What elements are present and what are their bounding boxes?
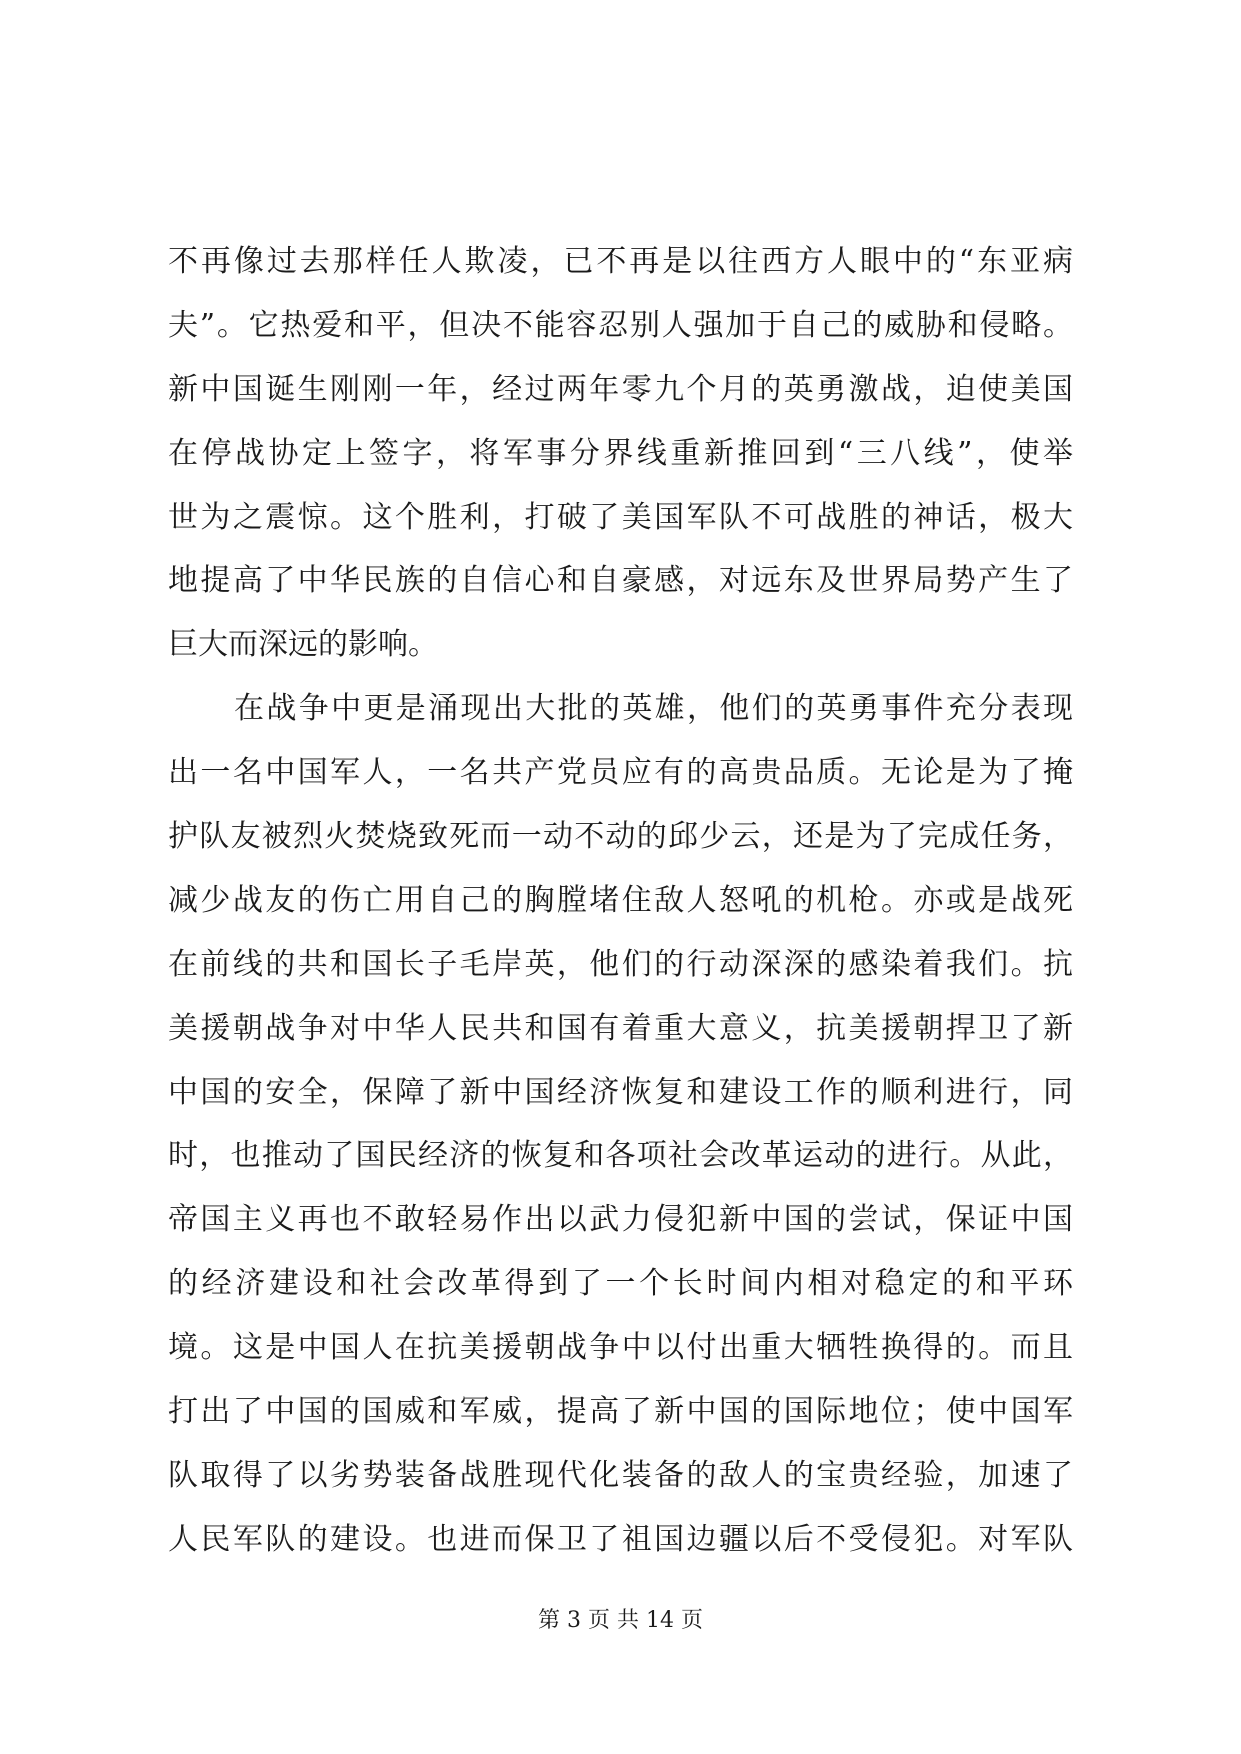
paragraph-line: 打出了中国的国威和军威，提高了新中国的国际地位；使中国军 [168,1394,1073,1430]
paragraph-line: 出一名中国军人，一名共产党员应有的高贵品质。无论是为了掩 [168,755,1073,791]
paragraph-line: 时，也推动了国民经济的恢复和各项社会改革运动的进行。从此， [168,1138,1073,1174]
paragraph-1 [168,230,1073,677]
paragraph-line: 世为之震惊。这个胜利，打破了美国军队不可战胜的神话，极大 [168,499,1073,535]
page-footer [0,1606,1241,1636]
paragraph-line: 在战争中更是涌现出大批的英雄，他们的英勇事件充分表现 [234,691,1073,727]
paragraph-line: 美援朝战争对中华人民共和国有着重大意义，抗美援朝捍卫了新 [168,1010,1073,1046]
paragraph-line: 的经济建设和社会改革得到了一个长时间内相对稳定的和平环 [168,1266,1073,1302]
paragraph-line: 夫”。它热爱和平，但决不能容忍别人强加于自己的威胁和侵略。 [168,307,1073,343]
page-number-label: 第 3 页 共 14 页 [538,1608,703,1633]
paragraph-line: 护队友被烈火焚烧致死而一动不动的邱少云，还是为了完成任务， [168,819,1073,855]
paragraph-line: 帝国主义再也不敢轻易作出以武力侵犯新中国的尝试，保证中国 [168,1202,1073,1238]
paragraph-2 [168,677,1073,1571]
paragraph-line: 在前线的共和国长子毛岸英，他们的行动深深的感染着我们。抗 [168,946,1073,982]
paragraph-line: 巨大而深远的影响。 [168,627,438,663]
paragraph-line: 人民军队的建设。也进而保卫了祖国边疆以后不受侵犯。对军队 [168,1521,1073,1557]
paragraph-line: 境。这是中国人在抗美援朝战争中以付出重大牺牲换得的。而且 [168,1330,1073,1366]
paragraph-line: 新中国诞生刚刚一年，经过两年零九个月的英勇激战，迫使美国 [168,371,1073,407]
paragraph-line: 地提高了中华民族的自信心和自豪感，对远东及世界局势产生了 [168,563,1073,599]
paragraph-line: 队取得了以劣势装备战胜现代化装备的敌人的宝贵经验，加速了 [168,1457,1073,1493]
paragraph-line: 减少战友的伤亡用自己的胸膛堵住敌人怒吼的机枪。亦或是战死 [168,882,1073,918]
body-text [168,230,1073,1572]
paragraph-line: 不再像过去那样任人欺凌，已不再是以往西方人眼中的“东亚病 [168,244,1073,279]
paragraph-line: 在停战协定上签字，将军事分界线重新推回到“三八线”，使举 [168,435,1073,471]
paragraph-line: 中国的安全，保障了新中国经济恢复和建设工作的顺利进行，同 [168,1074,1073,1110]
